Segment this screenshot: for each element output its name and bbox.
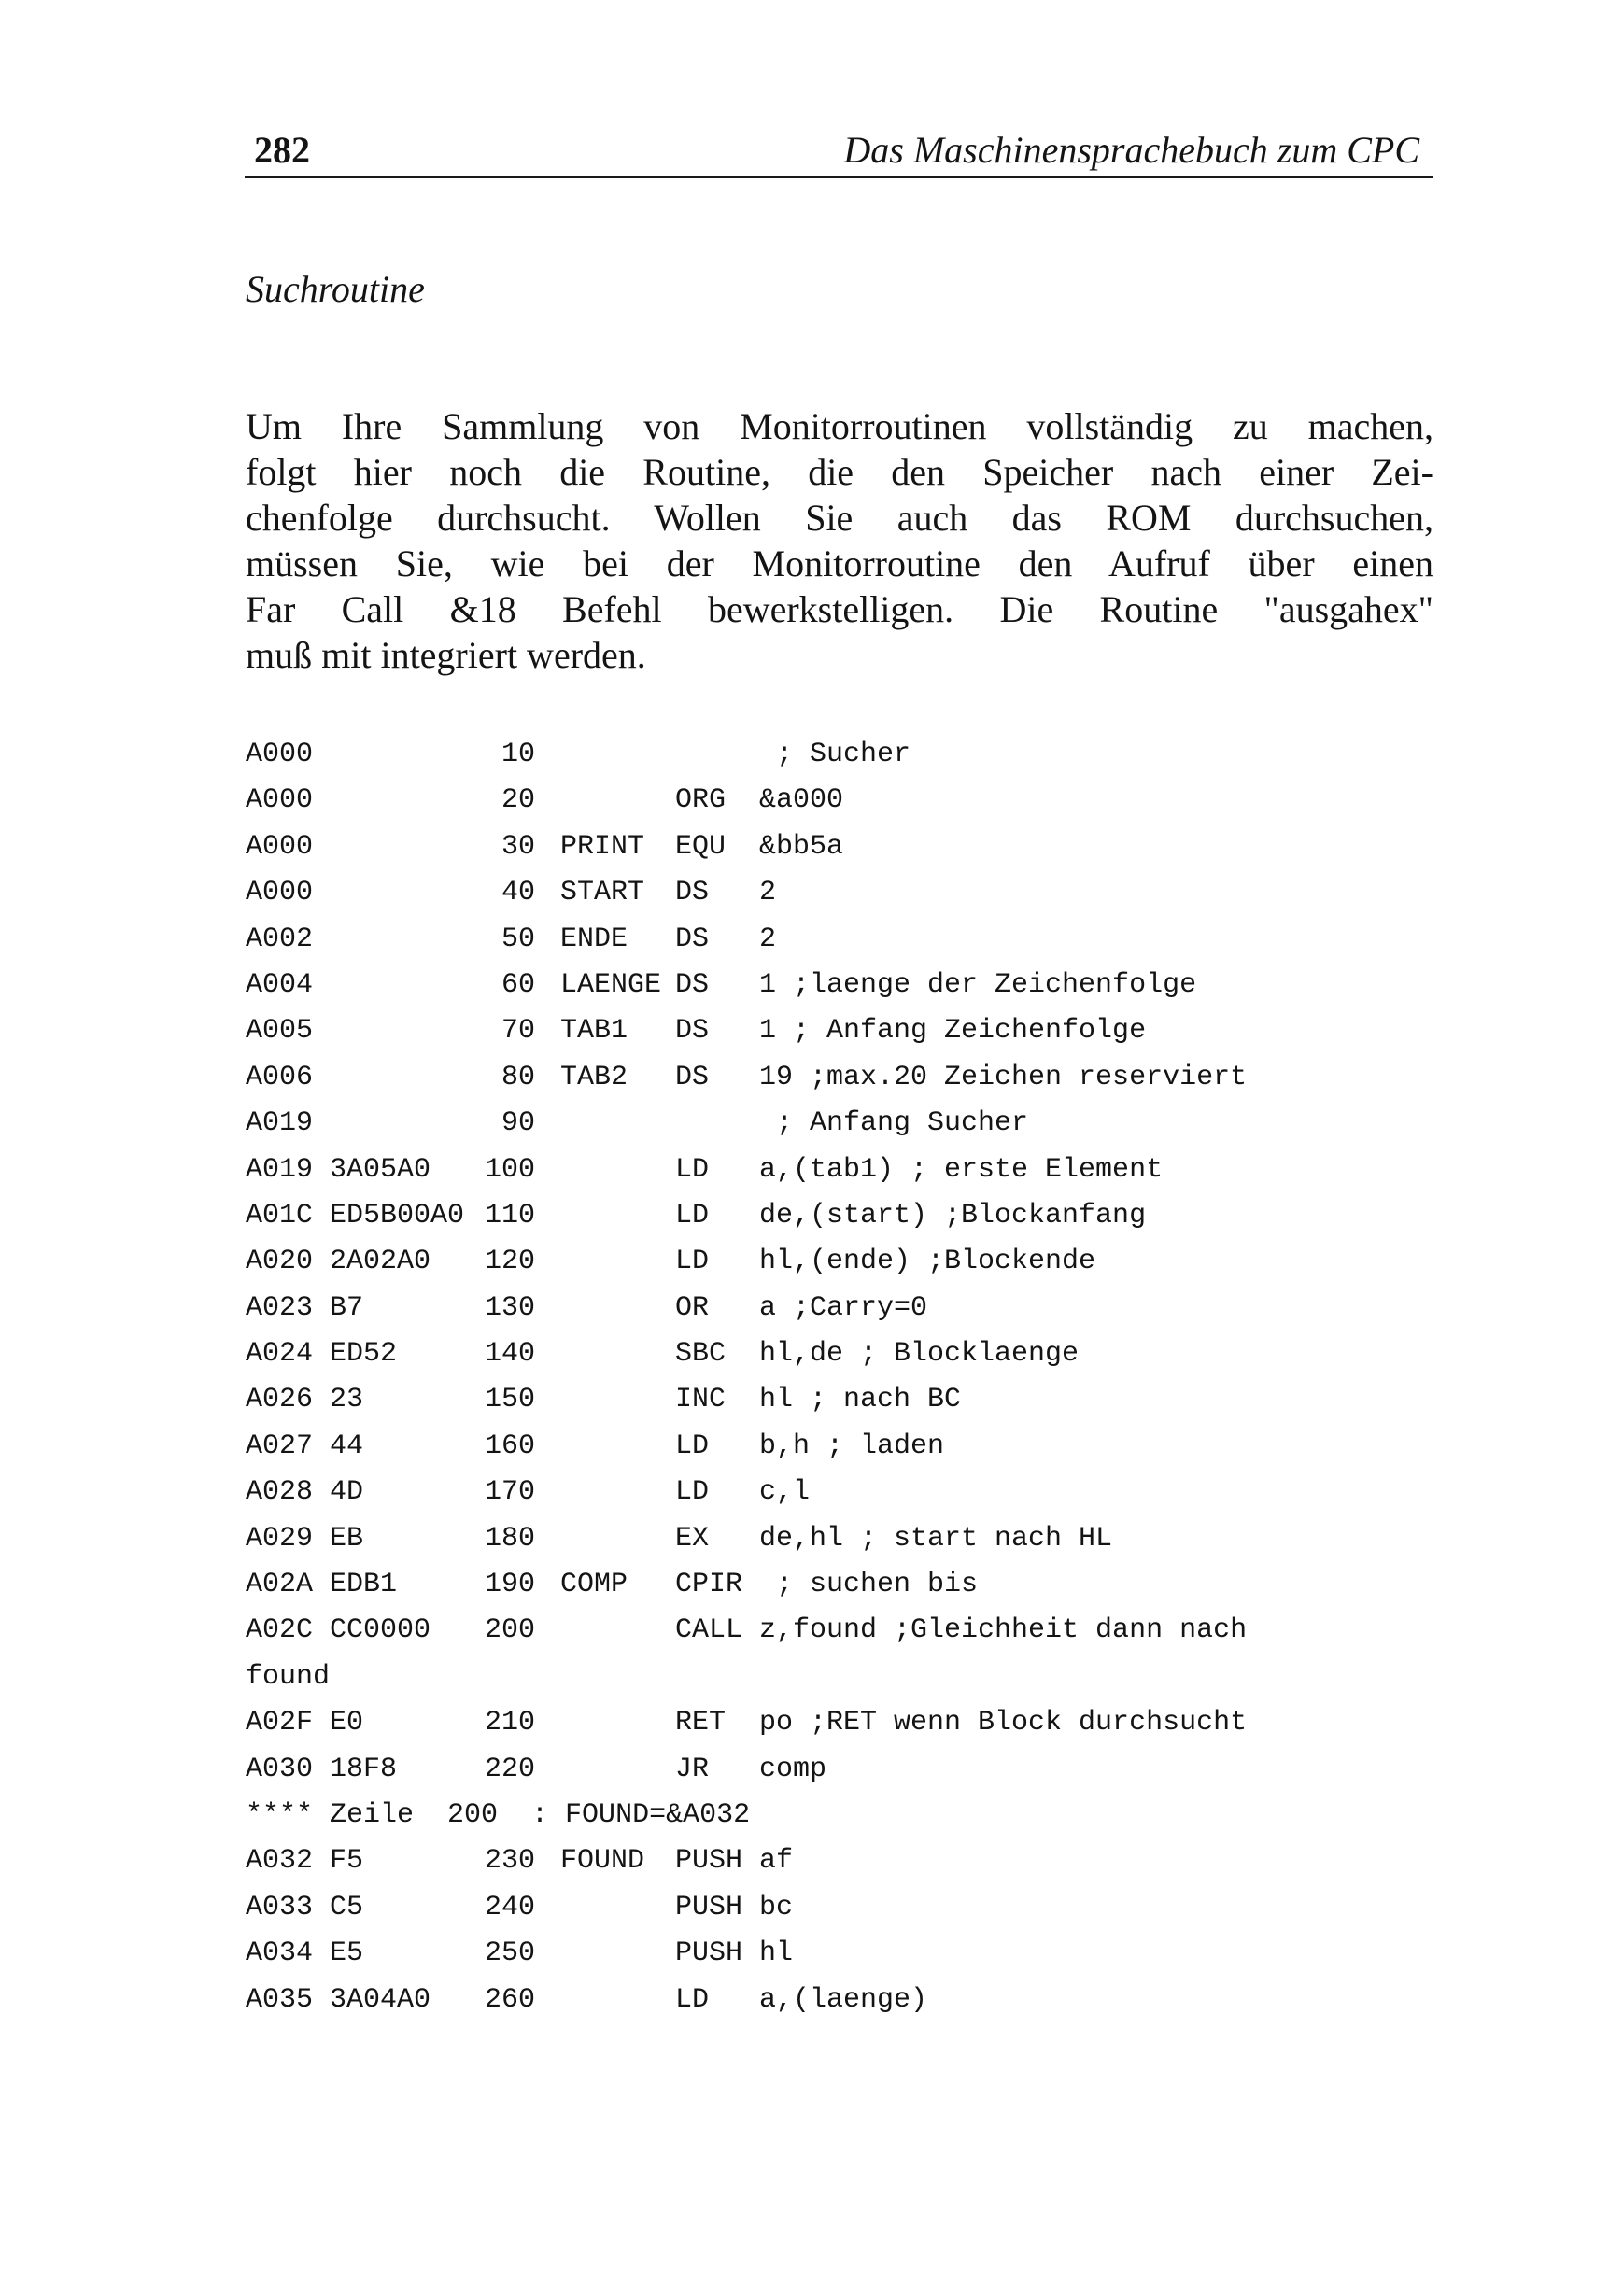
listing-row xyxy=(246,1978,1441,2023)
operand-cell: ; Anfang Sucher xyxy=(759,1107,1029,1140)
bytes-cell: 3A05A0 xyxy=(330,1153,431,1186)
paragraph-line: Um Ihre Sammlung von Monitorroutinen vollständig zu machen, xyxy=(246,405,1433,447)
label-cell: COMP xyxy=(560,1569,628,1601)
operand-cell: 19 ;max.20 Zeichen reserviert xyxy=(759,1061,1248,1093)
bytes-cell: E0 xyxy=(330,1707,364,1740)
line-number-cell: 200 xyxy=(484,1614,535,1647)
operand-cell: a,(tab1) ; erste Element xyxy=(759,1153,1164,1186)
opcode-cell: OR xyxy=(675,1291,710,1324)
opcode-cell: RET xyxy=(675,1707,727,1740)
line-number-cell: 110 xyxy=(484,1199,535,1232)
running-title: Das Maschinensprachebuch zum CPC xyxy=(843,129,1419,171)
address-cell: A004 xyxy=(246,968,314,1001)
opcode-cell: CPIR xyxy=(675,1569,743,1601)
listing-row xyxy=(246,1239,1441,1285)
address-cell: A033 xyxy=(246,1891,314,1923)
listing-row xyxy=(246,778,1441,824)
address-cell: A006 xyxy=(246,1061,314,1093)
operand-cell: hl,(ende) ;Blockende xyxy=(759,1246,1096,1278)
opcode-cell: EQU xyxy=(675,830,727,863)
opcode-cell: SBC xyxy=(675,1338,727,1371)
section-title: Suchroutine xyxy=(246,268,425,310)
address-cell: A023 xyxy=(246,1291,314,1324)
line-number-cell: 160 xyxy=(484,1430,535,1462)
listing-row xyxy=(246,1655,1441,1700)
address-cell: A005 xyxy=(246,1015,314,1048)
line-number-cell: 140 xyxy=(484,1338,535,1371)
label-cell: LAENGE xyxy=(560,968,662,1001)
listing-row xyxy=(246,1470,1441,1515)
operand-cell: 2 xyxy=(759,923,777,955)
opcode-cell: ORG xyxy=(675,784,727,817)
label-cell: FOUND xyxy=(560,1845,645,1878)
listing-row xyxy=(246,1747,1441,1793)
bytes-cell: 3A04A0 xyxy=(330,1983,431,2016)
bytes-cell: ED52 xyxy=(330,1338,398,1371)
listing-row xyxy=(246,1838,1441,1884)
line-number-cell: 120 xyxy=(484,1246,535,1278)
address-cell: A034 xyxy=(246,1937,314,1970)
address-cell: A000 xyxy=(246,877,314,909)
bytes-cell: 44 xyxy=(330,1430,364,1462)
line-number-cell: 190 xyxy=(484,1569,535,1601)
operand-cell: comp xyxy=(759,1753,827,1785)
bytes-cell: EDB1 xyxy=(330,1569,398,1601)
page-number: 282 xyxy=(254,129,310,171)
address-cell: A01C xyxy=(246,1199,314,1232)
opcode-cell: LD xyxy=(675,1246,710,1278)
bytes-cell: F5 xyxy=(330,1845,364,1878)
listing-row xyxy=(246,824,1441,870)
operand-cell: a,(laenge) xyxy=(759,1983,928,2016)
listing-row xyxy=(246,1562,1441,1608)
bytes-cell: CC0000 xyxy=(330,1614,431,1647)
address-cell: A02A xyxy=(246,1569,314,1601)
body-paragraph xyxy=(246,403,1433,678)
opcode-cell: LD xyxy=(675,1430,710,1462)
line-number-cell: 70 xyxy=(501,1015,535,1048)
paragraph-line: muß mit integriert werden. xyxy=(246,634,646,676)
operand-cell: 1 ; Anfang Zeichenfolge xyxy=(759,1015,1147,1048)
listing-note: **** Zeile 200 : FOUND=&A032 xyxy=(246,1798,751,1831)
operand-cell: hl,de ; Blocklaenge xyxy=(759,1338,1080,1371)
bytes-cell: C5 xyxy=(330,1891,364,1923)
line-number-cell: 230 xyxy=(484,1845,535,1878)
line-number-cell: 40 xyxy=(501,877,535,909)
operand-cell: c,l xyxy=(759,1476,811,1509)
listing-row xyxy=(246,1148,1441,1193)
paragraph-line: Far Call &18 Befehl bewerkstelligen. Die Routine "ausgahex" xyxy=(246,588,1433,630)
address-cell: A030 xyxy=(246,1753,314,1785)
operand-cell: hl xyxy=(759,1937,794,1970)
opcode-cell: DS xyxy=(675,923,710,955)
label-cell: TAB2 xyxy=(560,1061,628,1093)
bytes-cell: B7 xyxy=(330,1291,364,1324)
operand-cell: z,found ;Gleichheit dann nach xyxy=(759,1614,1248,1647)
paragraph-line: chenfolge durchsucht. Wollen Sie auch das ROM durchsuchen, xyxy=(246,497,1433,539)
line-number-cell: 150 xyxy=(484,1384,535,1416)
operand-cell: de,hl ; start nach HL xyxy=(759,1522,1113,1555)
listing-row xyxy=(246,1286,1441,1331)
line-number-cell: 60 xyxy=(501,968,535,1001)
listing-row xyxy=(246,1424,1441,1470)
listing-row xyxy=(246,963,1441,1008)
listing-row xyxy=(246,1055,1441,1101)
assembler-listing xyxy=(246,732,1441,2023)
listing-row xyxy=(246,1193,1441,1239)
opcode-cell: INC xyxy=(675,1384,727,1416)
operand-cell: 1 ;laenge der Zeichenfolge xyxy=(759,968,1197,1001)
opcode-cell: DS xyxy=(675,968,710,1001)
label-cell: START xyxy=(560,877,645,909)
listing-row xyxy=(246,1331,1441,1377)
bytes-cell: E5 xyxy=(330,1937,364,1970)
opcode-cell: DS xyxy=(675,1061,710,1093)
line-number-cell: 10 xyxy=(501,739,535,770)
line-number-cell: 130 xyxy=(484,1291,535,1324)
operand-cell: af xyxy=(759,1845,794,1878)
opcode-cell: CALL xyxy=(675,1614,743,1647)
operand-cell: po ;RET wenn Block durchsucht xyxy=(759,1707,1248,1740)
line-number-cell: 30 xyxy=(501,830,535,863)
line-number-cell: 250 xyxy=(484,1937,535,1970)
address-cell: A032 xyxy=(246,1845,314,1878)
listing-row xyxy=(246,1608,1441,1654)
address-cell: A02C xyxy=(246,1614,314,1647)
bytes-cell: 18F8 xyxy=(330,1753,398,1785)
listing-row xyxy=(246,1516,1441,1562)
address-cell: A029 xyxy=(246,1522,314,1555)
operand-cell: 2 xyxy=(759,877,777,909)
line-number-cell: 80 xyxy=(501,1061,535,1093)
opcode-cell: PUSH xyxy=(675,1937,743,1970)
bytes-cell: 23 xyxy=(330,1384,364,1416)
line-number-cell: 210 xyxy=(484,1707,535,1740)
line-number-cell: 20 xyxy=(501,784,535,817)
operand-cell: de,(start) ;Blockanfang xyxy=(759,1199,1147,1232)
page-header xyxy=(245,120,1433,178)
address-cell: A020 xyxy=(246,1246,314,1278)
operand-cell: hl ; nach BC xyxy=(759,1384,962,1416)
listing-row xyxy=(246,1377,1441,1423)
line-number-cell: 220 xyxy=(484,1753,535,1785)
line-number-cell: 170 xyxy=(484,1476,535,1509)
opcode-cell: PUSH xyxy=(675,1891,743,1923)
line-number-cell: 90 xyxy=(501,1107,535,1140)
listing-row xyxy=(246,1885,1441,1931)
opcode-cell: PUSH xyxy=(675,1845,743,1878)
listing-row xyxy=(246,1931,1441,1977)
line-number-cell: 50 xyxy=(501,923,535,955)
address-cell: A035 xyxy=(246,1983,314,2016)
address-cell: A000 xyxy=(246,830,314,863)
address-cell: A000 xyxy=(246,784,314,817)
operand-cell: ; Sucher xyxy=(759,739,911,770)
address-cell: A019 xyxy=(246,1153,314,1186)
opcode-cell: EX xyxy=(675,1522,710,1555)
bytes-cell: 2A02A0 xyxy=(330,1246,431,1278)
opcode-cell: DS xyxy=(675,877,710,909)
opcode-cell: LD xyxy=(675,1476,710,1509)
opcode-cell: LD xyxy=(675,1983,710,2016)
address-cell: A026 xyxy=(246,1384,314,1416)
address-cell: A027 xyxy=(246,1430,314,1462)
listing-row xyxy=(246,1008,1441,1054)
label-cell: TAB1 xyxy=(560,1015,628,1048)
operand-cell: a ;Carry=0 xyxy=(759,1291,928,1324)
opcode-cell: LD xyxy=(675,1153,710,1186)
opcode-cell: LD xyxy=(675,1199,710,1232)
line-number-cell: 180 xyxy=(484,1522,535,1555)
line-number-cell: 240 xyxy=(484,1891,535,1923)
bytes-cell: EB xyxy=(330,1522,364,1555)
address-cell: A02F xyxy=(246,1707,314,1740)
address-cell: A000 xyxy=(246,739,314,770)
operand-cell: &bb5a xyxy=(759,830,844,863)
operand-cell: &a000 xyxy=(759,784,844,817)
listing-row xyxy=(246,1101,1441,1147)
opcode-cell: JR xyxy=(675,1753,710,1785)
operand-cell: bc xyxy=(759,1891,794,1923)
address-cell: A024 xyxy=(246,1338,314,1371)
paragraph-line: müssen Sie, wie bei der Monitorroutine den Aufruf über einen xyxy=(246,542,1433,585)
listing-row xyxy=(246,732,1441,778)
listing-row xyxy=(246,870,1441,916)
paragraph-line: folgt hier noch die Routine, die den Speicher nach einer Zei- xyxy=(246,451,1433,493)
address-cell: A019 xyxy=(246,1107,314,1140)
listing-row xyxy=(246,1700,1441,1746)
operand-cell: ; suchen bis xyxy=(759,1569,979,1601)
bytes-cell: 4D xyxy=(330,1476,364,1509)
listing-note: found xyxy=(246,1660,331,1693)
address-cell: A002 xyxy=(246,923,314,955)
bytes-cell: ED5B00A0 xyxy=(330,1199,465,1232)
line-number-cell: 100 xyxy=(484,1153,535,1186)
label-cell: PRINT xyxy=(560,830,645,863)
label-cell: ENDE xyxy=(560,923,628,955)
listing-row xyxy=(246,1793,1441,1838)
opcode-cell: DS xyxy=(675,1015,710,1048)
operand-cell: b,h ; laden xyxy=(759,1430,945,1462)
line-number-cell: 260 xyxy=(484,1983,535,2016)
address-cell: A028 xyxy=(246,1476,314,1509)
listing-row xyxy=(246,917,1441,963)
